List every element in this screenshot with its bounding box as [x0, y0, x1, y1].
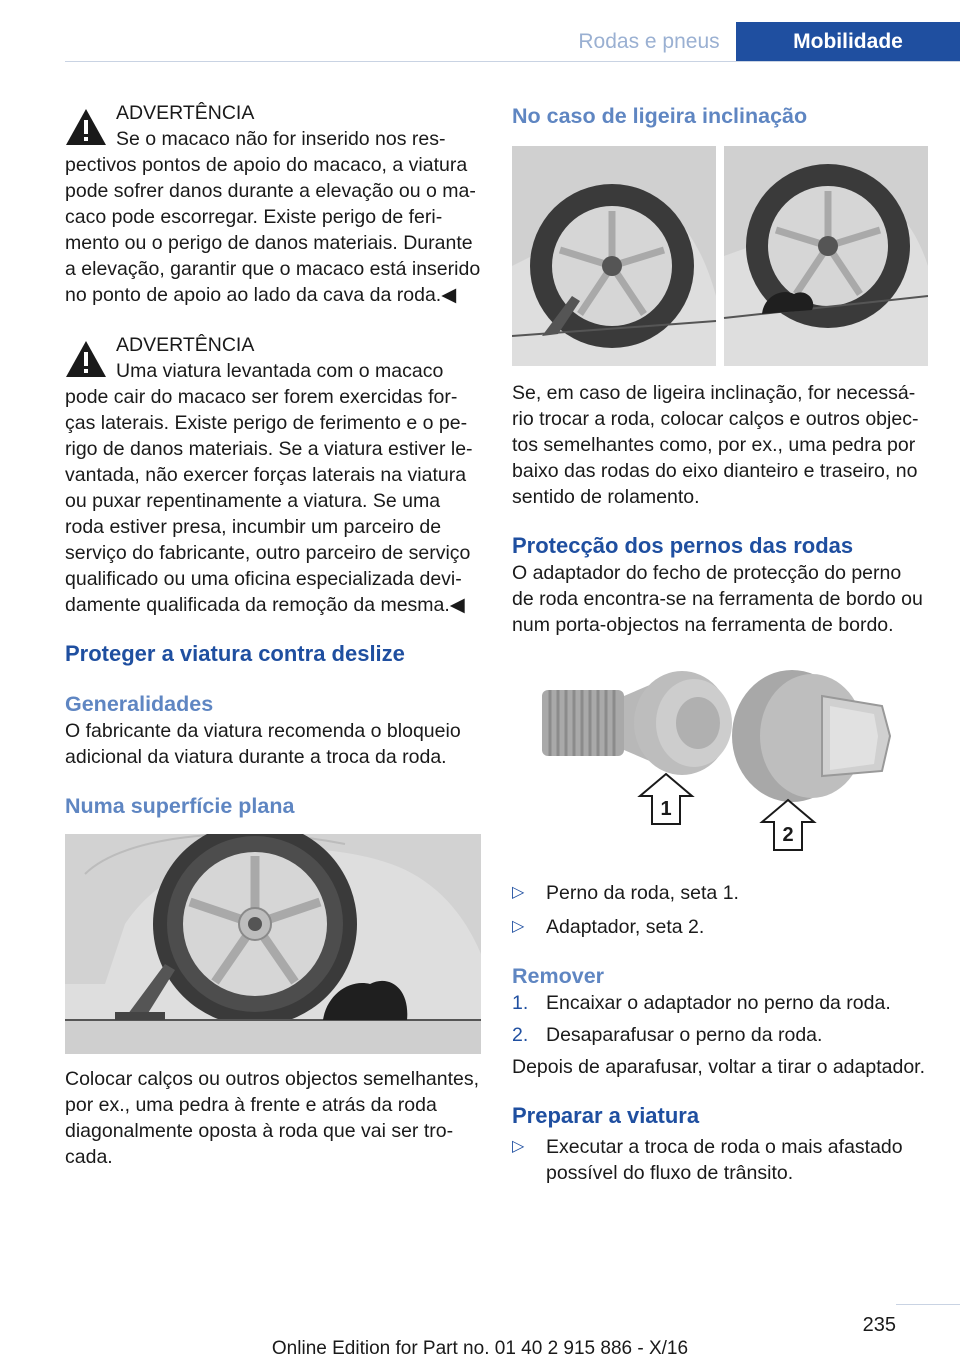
triangle-bullet-icon: ▷ — [512, 884, 525, 901]
figure-caption: Colocar calços ou outros objectos semelhantes, por ex., uma pedra à frente e atrás da roda diagonalmente oposta à roda que vai ser trocada. — [65, 1068, 480, 1168]
subsection-heading: Remover — [512, 964, 605, 988]
figure-caption: Se, em caso de ligeira inclinação, for necessário trocar a roda, colocar calços e outros objectos semelhantes como, por ex., uma pedra por baixo das rodas do eixo dianteiro e traseiro, no sentido de rolamento. — [512, 382, 919, 508]
paragraph: O adaptador do fecho de protecção do perno de roda encontra-se na ferramenta de bordo ou num porta-objectos na ferramenta de bordo. — [512, 562, 923, 636]
left-column — [65, 96, 481, 1170]
warning-title: ADVERTÊNCIA — [116, 334, 255, 356]
figure-slope-wheel-chock — [512, 146, 928, 366]
adapter-illustration — [732, 670, 890, 802]
subsection-heading: Generalidades — [65, 692, 214, 716]
warning-block-jack-points — [65, 96, 481, 308]
warning-text: Uma viatura levantada com o macaco pode cair do macaco ser forem exercidas forças laterais. Existe perigo de ferimento e o perigo de danos materiais. Se a viatura estiver levantada, não exercer forças laterais na viatura ou puxar repentinamente a viatura. Se uma roda estiver presa, incumbir um parceiro de serviço do fabricante, outro parceiro de serviço qualificado ou uma oficina especializada devidamente qualificada da remoção da mesma.◀ — [65, 360, 473, 616]
paragraph: O fabricante da viatura recomenda o bloqueio adicional da viatura durante a troca da roda. — [65, 720, 461, 768]
section-heading: Proteger a viatura contra deslize — [65, 641, 405, 666]
header-chapter-tab: Mobilidade — [736, 22, 960, 62]
triangle-bullet-icon: ▷ — [512, 1138, 525, 1155]
warning-triangle-icon — [65, 340, 107, 378]
section-heading: Preparar a viatura — [512, 1103, 700, 1128]
edition-line: Online Edition for Part no. 01 40 2 915 886 - X/16 — [271, 1338, 689, 1359]
section-heading: Protecção dos pernos das rodas — [512, 533, 854, 558]
bullet-list-prepare — [512, 1134, 928, 1186]
subsection-heading: No caso de ligeira inclinação — [512, 104, 808, 128]
page-header — [0, 0, 960, 62]
figure-wheel-bolt-adapter — [512, 666, 928, 866]
page-number: 235 — [862, 1314, 896, 1336]
warning-text: Se o macaco não for inserido nos respectivos pontos de apoio do macaco, a viatura pode sofrer danos durante a elevação ou o macaco pode escorregar. Existe perigo de ferimento ou o perigo de danos materiais. Durante a elevação, garantir que o macaco está inserido no ponto de apoio ao lado da cava da roda.◀ — [65, 128, 481, 306]
warning-block-lateral-forces — [65, 328, 481, 618]
header-section-title: Rodas e pneus — [578, 30, 720, 53]
arrow-2-label: 2 — [782, 824, 794, 846]
arrow-1-label: 1 — [660, 798, 672, 820]
header-rule — [65, 61, 960, 62]
warning-triangle-icon — [65, 108, 107, 146]
triangle-bullet-icon: ▷ — [512, 918, 525, 935]
warning-title: ADVERTÊNCIA — [116, 102, 255, 124]
figure-flat-surface-wheel-chock — [65, 834, 481, 1054]
bullet-list-parts — [512, 880, 928, 940]
footer-rule — [896, 1304, 960, 1305]
list-item: ▷ Perno da roda, seta 1. — [512, 882, 739, 904]
wheel-bolt-illustration — [542, 671, 732, 775]
subsection-heading: Numa superfície plana — [65, 794, 295, 818]
list-item: ▷ Executar a troca de roda o mais afastado possível do fluxo de trânsito. — [512, 1136, 903, 1184]
paragraph: Depois de aparafusar, voltar a tirar o adaptador. — [512, 1056, 926, 1078]
list-item: 2. Desaparafusar o perno da roda. — [512, 1024, 823, 1046]
numbered-list-remove — [512, 990, 928, 1048]
list-item: ▷ Adaptador, seta 2. — [512, 916, 705, 938]
right-column — [512, 96, 928, 1186]
list-item: 1. Encaixar o adaptador no perno da roda. — [512, 992, 891, 1014]
